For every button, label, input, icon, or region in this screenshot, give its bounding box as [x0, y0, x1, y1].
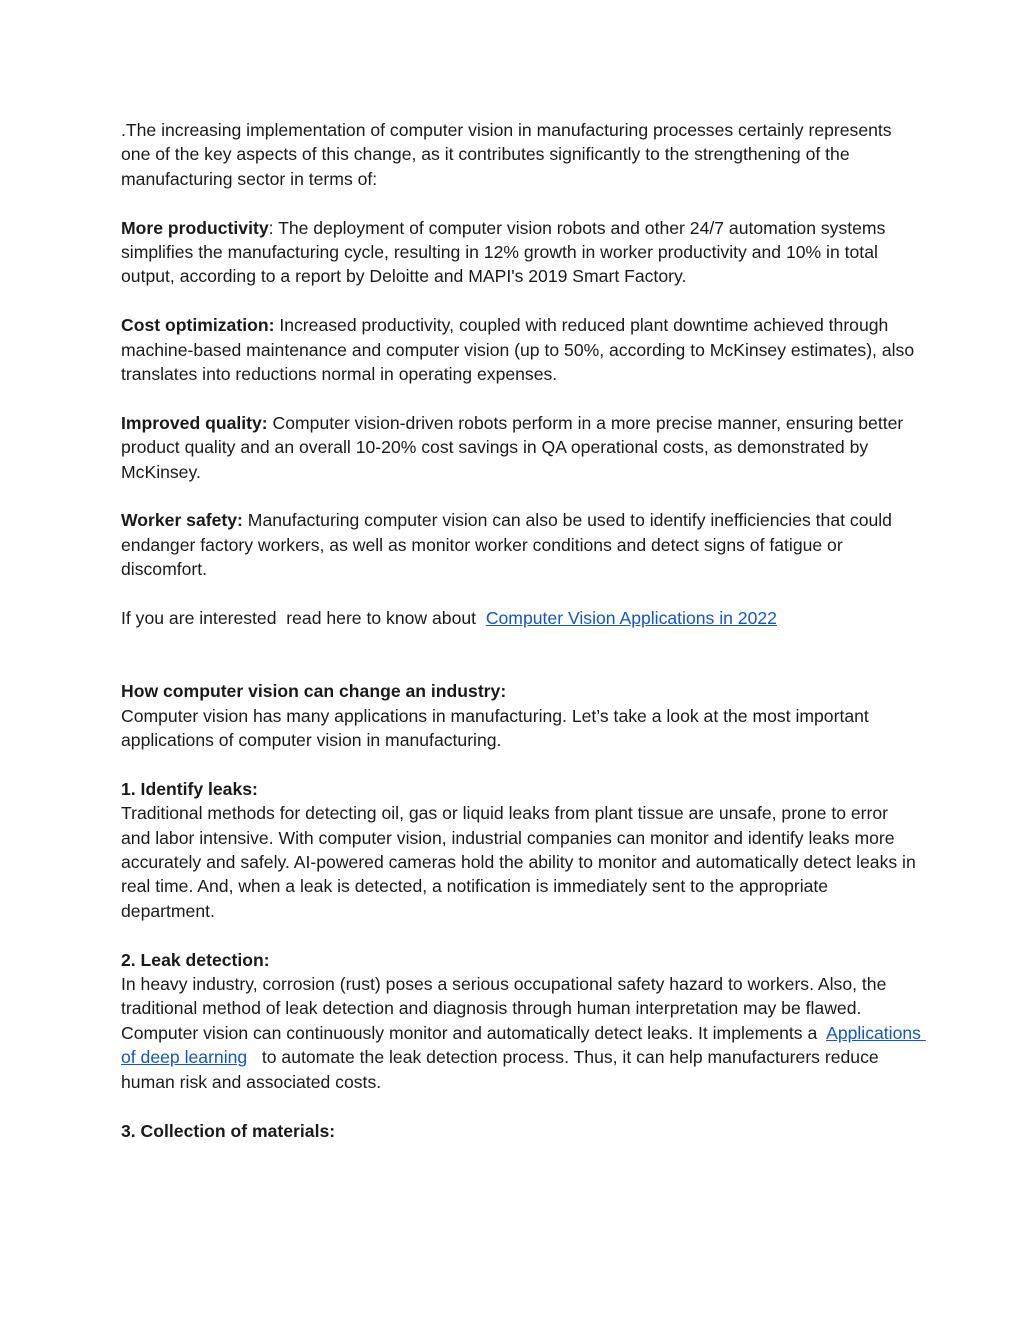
- benefit-cost-optimization: [121, 313, 921, 386]
- industry-paragraph: Computer vision has many applications in manufacturing. Let’s take a look at the most important applications of computer vision in manufacturing.: [121, 705, 869, 751]
- benefit-improved-quality: [121, 411, 921, 484]
- benefit-worker-safety: [121, 508, 921, 581]
- interest-text: If you are interested read here to know about: [121, 608, 486, 629]
- identify-leaks-heading: 1. Identify leaks:: [121, 778, 258, 799]
- benefit-text: : The deployment of computer vision robots and other 24/7 automation systems simplifies the manufacturing cycle, resulting in 12% growth in worker productivity and 10% in total output, according to a report by Deloitte and MAPI's 2019 Smart Factory.: [121, 217, 886, 287]
- interest-paragraph: [121, 606, 921, 630]
- document-page: [121, 118, 926, 1143]
- collection-heading: 3. Collection of materials:: [121, 1120, 336, 1141]
- computer-vision-applications-link[interactable]: Computer Vision Applications in 2022: [485, 608, 777, 629]
- identify-leaks-paragraph: Traditional methods for detecting oil, gas or liquid leaks from plant tissue are unsafe, prone to error and labor intensive. With computer vision, industrial companies can monitor and identify leaks more accurately and safely. AI-powered cameras hold the ability to monitor and automatically detect leaks in real time. And, when a leak is detected, a notification is immediately sent to the appropriate department.: [121, 803, 916, 921]
- deep-learning-applications-link[interactable]: Applications of deep learning: [121, 1022, 926, 1068]
- leak-detection-heading: 2. Leak detection:: [121, 949, 270, 970]
- benefit-text: Manufacturing computer vision can also be used to identify inefficiencies that could endanger factory workers, as well as monitor worker conditions and detect signs of fatigue or discomfort.: [121, 510, 892, 580]
- leak-detection-text-after: to automate the leak detection process. Thus, it can help manufacturers reduce human risk and associated costs.: [121, 1047, 884, 1092]
- benefit-text: Computer vision-driven robots perform in a more precise manner, ensuring better product quality and an overall 10-20% cost savings in QA operational costs, as demonstrated by McKinsey.: [121, 412, 904, 482]
- benefit-label: More productivity: [121, 217, 269, 238]
- benefit-label: Worker safety:: [121, 510, 243, 531]
- leak-detection-paragraph: [121, 972, 926, 1094]
- benefit-productivity: [121, 216, 921, 289]
- benefit-label: Improved quality:: [121, 412, 268, 433]
- spacer: [121, 655, 921, 679]
- benefit-text: Increased productivity, coupled with reduced plant downtime achieved through machine-based maintenance and computer vision (up to 50%, according to McKinsey estimates), also translates into reductions normal in operating expenses.: [121, 315, 915, 385]
- benefit-label: Cost optimization:: [121, 315, 275, 336]
- industry-heading: How computer vision can change an industry:: [121, 681, 507, 702]
- intro-paragraph: .The increasing implementation of computer vision in manufacturing processes certainly represents one of the key aspects of this change, as it contributes significantly to the strengthening of the manufacturing sector in terms of:: [121, 120, 892, 189]
- leak-detection-text-before: In heavy industry, corrosion (rust) poses a serious occupational safety hazard to workers. Also, the traditional method of leak detection and diagnosis through human interpretation may be flawed. Computer vision can continuously monitor and automatically detect leaks. It implements a: [121, 974, 892, 1043]
